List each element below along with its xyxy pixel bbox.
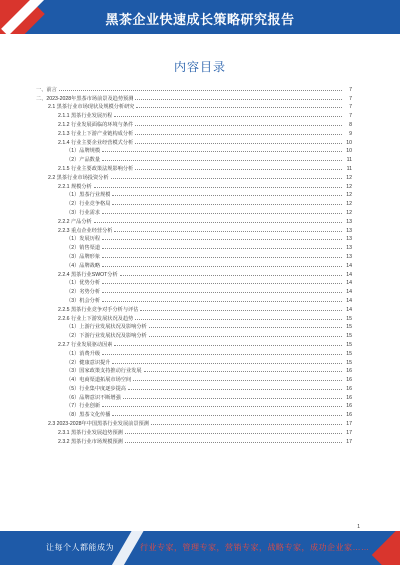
- toc-entry-label: （2）健康意识提升: [66, 359, 111, 366]
- toc-entry[interactable]: [36, 366, 352, 375]
- toc-entry-label: （4）电商渠道拓展市场空间: [66, 377, 132, 384]
- toc-entry-label: （1）上游行业发展状况及影响分析: [66, 324, 147, 331]
- toc-entry-page: 12: [346, 174, 352, 181]
- toc-entry-page: 12: [346, 192, 352, 199]
- toc-entry[interactable]: [36, 436, 352, 445]
- toc-entry-page: 15: [346, 341, 352, 348]
- toc-leader-dots: [149, 335, 342, 337]
- toc-leader-dots: [125, 441, 342, 443]
- toc-leader-dots: [140, 309, 342, 311]
- toc-leader-dots: [112, 203, 342, 205]
- toc-leader-dots: [133, 379, 342, 381]
- toc-entry-page: 15: [346, 324, 352, 331]
- toc-leader-dots: [144, 370, 342, 372]
- toc-entry-label: 2.1.3 行业上下游产业链构成分析: [58, 130, 134, 137]
- toc-leader-dots: [102, 353, 342, 355]
- toc-entry-page: 14: [346, 289, 352, 296]
- toc-entry-page: 16: [346, 394, 352, 401]
- toc-entry[interactable]: [36, 427, 352, 436]
- toc-leader-dots: [94, 186, 342, 188]
- toc-entry[interactable]: [36, 409, 352, 418]
- toc-entry-page: 7: [349, 113, 352, 120]
- toc-entry-page: 8: [349, 121, 352, 128]
- toc-heading: 内容目录: [173, 60, 226, 74]
- toc-leader-dots: [123, 397, 342, 399]
- toc-entry[interactable]: [36, 418, 352, 427]
- toc-leader-dots: [136, 106, 342, 108]
- toc-entry[interactable]: [36, 190, 352, 199]
- toc-entry-page: 9: [349, 130, 352, 137]
- toc-leader-dots: [112, 414, 342, 416]
- report-title: 黑茶企业快速成长策略研究报告: [105, 12, 295, 27]
- toc-leader-dots: [135, 142, 342, 144]
- toc-entry-page: 11: [346, 165, 352, 172]
- toc-entry-page: 16: [346, 368, 352, 375]
- toc-entry-page: 17: [346, 438, 352, 445]
- toc-entry[interactable]: [36, 357, 352, 366]
- toc-leader-dots: [128, 388, 342, 390]
- toc-leader-dots: [102, 159, 342, 161]
- toc-entry[interactable]: [36, 163, 352, 172]
- toc-leader-dots: [102, 265, 342, 267]
- toc-entry-page: 10: [346, 148, 352, 155]
- toc-entry-page: 13: [346, 236, 352, 243]
- toc-entry[interactable]: [36, 84, 352, 93]
- toc-entry-label: 2.2 黑茶行业市场投资分析: [48, 174, 109, 181]
- footer-red-corner: [372, 531, 400, 565]
- toc-leader-dots: [135, 124, 342, 126]
- toc-entry-label: （5）行业集中度逐步提高: [66, 385, 126, 392]
- toc-leader-dots: [102, 291, 342, 293]
- toc-entry[interactable]: [36, 102, 352, 111]
- toc-entry-label: （1）优势分析: [66, 280, 101, 287]
- toc-entry[interactable]: [36, 330, 352, 339]
- toc-entry-page: 13: [346, 245, 352, 252]
- toc-leader-dots: [114, 230, 342, 232]
- toc-entry[interactable]: [36, 234, 352, 243]
- toc-entry[interactable]: [36, 119, 352, 128]
- toc-entry-label: （1）黑茶行业规模: [66, 192, 111, 199]
- toc-leader-dots: [102, 282, 342, 284]
- toc-entry-page: 7: [349, 86, 352, 93]
- toc-leader-dots: [120, 274, 342, 276]
- toc-entry-label: （2）下游行业发展状况及影响分析: [66, 333, 147, 340]
- toc-entry-label: 2.3.1 黑茶行业发展趋势预测: [58, 429, 123, 436]
- toc-entry-page: 7: [349, 104, 352, 111]
- toc-entry-label: 2.3.2 黑茶行业市场规模预测: [58, 438, 123, 445]
- toc-entry[interactable]: [36, 146, 352, 155]
- toc-leader-dots: [114, 115, 342, 117]
- toc-entry[interactable]: [36, 304, 352, 313]
- toc-entry-page: 14: [346, 306, 352, 313]
- toc-entry[interactable]: [36, 207, 352, 216]
- toc-leader-dots: [125, 432, 342, 434]
- toc-entry-label: 2.1.4 行业主要企业经营模式分析: [58, 139, 134, 146]
- toc-leader-dots: [135, 133, 342, 135]
- toc-entry-label: 2.1.5 行业主要政策法规影响分析: [58, 165, 134, 172]
- toc-entry[interactable]: [36, 154, 352, 163]
- toc-entry[interactable]: [36, 278, 352, 287]
- toc-entry[interactable]: [36, 383, 352, 392]
- toc-entry-label: （2）行业竞争格局: [66, 201, 111, 208]
- toc-entry-label: （2）销售渠道: [66, 245, 101, 252]
- toc-entry[interactable]: [36, 269, 352, 278]
- toc-leader-dots: [102, 238, 342, 240]
- toc-entry-page: 16: [346, 403, 352, 410]
- toc-entry-label: （1）品牌规模: [66, 148, 101, 155]
- toc-entry[interactable]: [36, 172, 352, 181]
- toc-entry-label: 2.1.1 黑茶行业发展历程: [58, 113, 113, 120]
- toc-entry-page: 13: [346, 227, 352, 234]
- toc-entry-page: 15: [346, 350, 352, 357]
- toc-entry[interactable]: [36, 198, 352, 207]
- toc-entry[interactable]: [36, 401, 352, 410]
- toc-entry-label: 2.2.5 黑茶行业竞争对手分析与评估: [58, 306, 139, 313]
- toc-entry-label: （1）发展历程: [66, 236, 101, 243]
- toc-leader-dots: [112, 194, 342, 196]
- page-number: 1: [357, 524, 360, 530]
- toc-entry-label: （6）品牌意识不断增强: [66, 394, 121, 401]
- toc-entry-label: 二、2023-2028年黑茶市场前景及趋势预测: [36, 95, 134, 102]
- footer-slogan-right: 行业专家，管理专家，营销专家，战略专家，成功企业家……: [140, 543, 370, 552]
- toc-leader-dots: [59, 89, 342, 91]
- toc-entry[interactable]: [36, 216, 352, 225]
- toc-leader-dots: [135, 318, 342, 320]
- toc-entry[interactable]: [36, 374, 352, 383]
- toc-leader-dots: [102, 300, 342, 302]
- toc-entry[interactable]: [36, 392, 352, 401]
- toc-entry-page: 15: [346, 315, 352, 322]
- toc-entry-label: （2）劣势分析: [66, 289, 101, 296]
- toc-entry-label: （4）品牌战略: [66, 262, 101, 269]
- toc-entry-page: 14: [346, 262, 352, 269]
- toc-entry-page: 15: [346, 359, 352, 366]
- toc-entry[interactable]: [36, 286, 352, 295]
- toc-leader-dots: [94, 221, 342, 223]
- toc-leader-dots: [102, 150, 342, 152]
- toc-entry-label: （3）行业需求: [66, 209, 101, 216]
- toc-entry-label: （1）消费升级: [66, 350, 101, 357]
- toc-entry-label: 2.2.1 规模分析: [58, 183, 92, 190]
- toc-entry-page: 13: [346, 253, 352, 260]
- toc-entry-label: （7）行业创新: [66, 403, 101, 410]
- toc-entry-label: 2.2.7 行业发展驱动因素: [58, 341, 113, 348]
- toc-entry-page: 16: [346, 377, 352, 384]
- toc-entry[interactable]: [36, 339, 352, 348]
- toc-entry[interactable]: [36, 260, 352, 269]
- toc-entry[interactable]: [36, 137, 352, 146]
- toc-entry-page: 12: [346, 201, 352, 208]
- footer-slogan-left: 让每个人都能成为: [46, 543, 114, 552]
- toc-entry-label: （3）国家政策支持推动行业发展: [66, 368, 142, 375]
- toc-entry[interactable]: [36, 242, 352, 251]
- toc-entry-page: 17: [346, 421, 352, 428]
- toc-entry[interactable]: [36, 93, 352, 102]
- toc-entry-label: 2.1.2 行业发展面临的环境与条件: [58, 121, 134, 128]
- toc-leader-dots: [102, 405, 342, 407]
- toc-leader-dots: [151, 423, 342, 425]
- toc-entry-page: 13: [346, 218, 352, 225]
- toc-leader-dots: [149, 326, 342, 328]
- toc-entry[interactable]: [36, 295, 352, 304]
- toc-entry[interactable]: [36, 110, 352, 119]
- toc-entry[interactable]: [36, 128, 352, 137]
- toc-entry-label: 2.2.6 行业上下游发展状况及趋势: [58, 315, 134, 322]
- toc-entry[interactable]: [36, 322, 352, 331]
- toc-entry-page: 10: [346, 139, 352, 146]
- toc-leader-dots: [102, 247, 342, 249]
- toc-entry-label: （8）黑茶文化传播: [66, 412, 111, 419]
- toc-leader-dots: [135, 98, 342, 100]
- toc-entry-page: 14: [346, 271, 352, 278]
- toc-entry-page: 11: [346, 157, 352, 164]
- toc-entry-page: 16: [346, 412, 352, 419]
- toc-entry-label: 2.2.4 黑茶行业SWOT分析: [58, 271, 118, 278]
- toc-leader-dots: [112, 362, 342, 364]
- page-footer: [0, 531, 400, 565]
- toc-entry[interactable]: [36, 348, 352, 357]
- toc-leader-dots: [135, 168, 342, 170]
- toc-entry-page: 17: [346, 429, 352, 436]
- toc-entry[interactable]: [36, 313, 352, 322]
- toc-entry-page: 12: [346, 209, 352, 216]
- toc-entry-page: 14: [346, 280, 352, 287]
- toc-entry-label: 2.3 2023-2028年中国黑茶行业发展前景预测: [48, 421, 149, 428]
- table-of-contents: [36, 84, 352, 445]
- toc-entry-label: （3）品牌形象: [66, 253, 101, 260]
- toc-entry[interactable]: [36, 225, 352, 234]
- page-header: [0, 0, 400, 34]
- toc-entry-page: 14: [346, 297, 352, 304]
- toc-entry-page: 16: [346, 385, 352, 392]
- toc-entry-label: 2.2.2 产品分析: [58, 218, 92, 225]
- toc-leader-dots: [114, 344, 342, 346]
- toc-entry-page: 12: [346, 183, 352, 190]
- toc-leader-dots: [111, 177, 342, 179]
- toc-entry-label: （3）机会分析: [66, 297, 101, 304]
- toc-entry-label: 一、前言: [36, 86, 57, 93]
- toc-entry[interactable]: [36, 251, 352, 260]
- toc-entry-label: 2.2.3 重点企业经营分析: [58, 227, 113, 234]
- toc-entry[interactable]: [36, 181, 352, 190]
- toc-entry-page: 15: [346, 333, 352, 340]
- toc-entry-label: （2）产品数量: [66, 157, 101, 164]
- toc-leader-dots: [102, 256, 342, 258]
- toc-leader-dots: [102, 212, 342, 214]
- toc-entry-label: 2.1 黑茶行业市场现状及规模分析研究: [48, 104, 135, 111]
- toc-entry-page: 7: [349, 95, 352, 102]
